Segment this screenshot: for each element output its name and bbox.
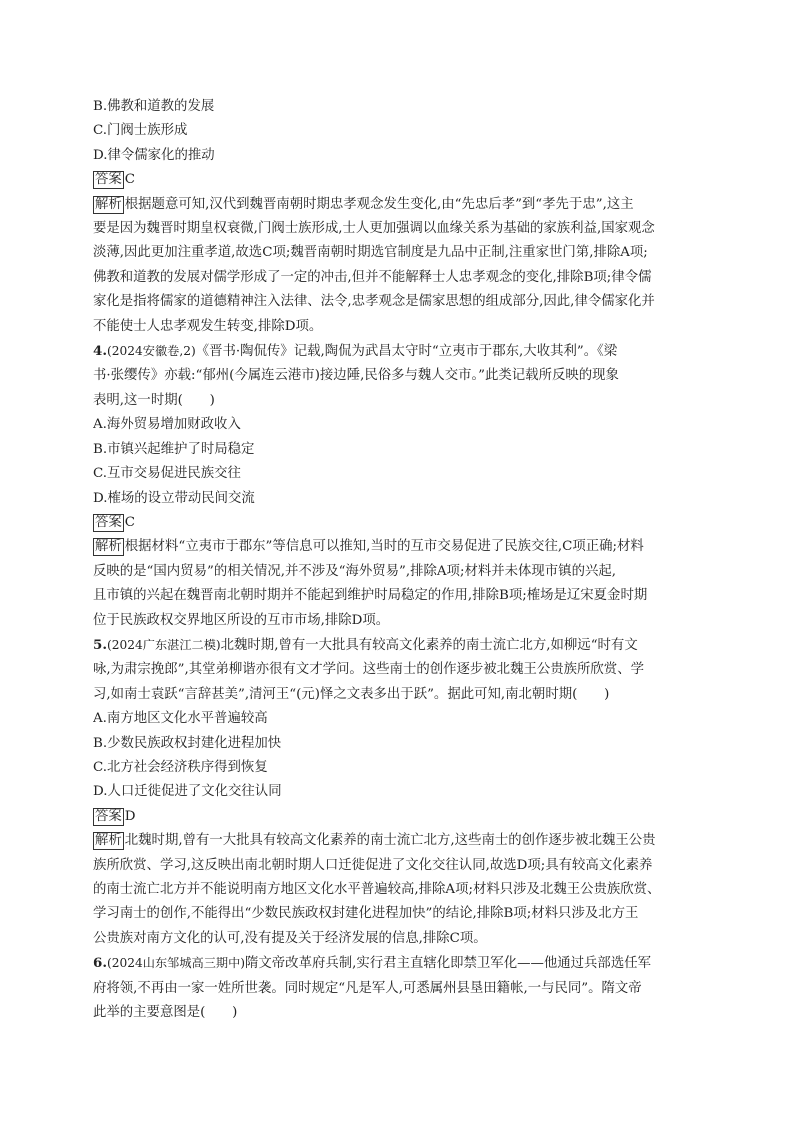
option-line [93, 413, 711, 437]
line-text: C.互市交易促进民族交往 [93, 466, 241, 482]
answer-line [93, 168, 711, 192]
line-text: 家化是指将儒家的道德精神注入法律、法令,忠孝观念是儒家思想的组成部分,因此,律令儒家化并 [93, 294, 655, 310]
option-line [93, 732, 711, 756]
text-line [93, 609, 711, 633]
explanation-tag: 解析 [95, 196, 122, 212]
question-line [93, 633, 711, 658]
answer-tag: 答案 [95, 514, 122, 530]
line-text: C [124, 514, 136, 530]
line-text: B.少数民族政权封建化进程加快 [93, 735, 282, 751]
line-text: 学习南士的创作,不能得出“少数民族政权封建化进程加快”的结论,排除B项;材料只涉及北方王 [93, 906, 639, 922]
question-line [93, 339, 711, 364]
line-text: A.南方地区文化水平普遍较高 [93, 711, 268, 727]
line-text: D [124, 808, 136, 824]
question-source: (2024安徽卷,2) [106, 344, 196, 359]
text-line [93, 290, 711, 314]
line-text: D.律令儒家化的推动 [93, 147, 215, 163]
line-text: 北魏时期,曾有一大批具有较高文化素养的南士流亡北方,如柳远“时有文 [220, 637, 638, 653]
explanation-line [93, 193, 711, 217]
line-text: 反映的是“国内贸易”的相关情况,并不涉及“海外贸易”,排除A项;材料并未体现市镇的兴起, [93, 563, 617, 579]
line-text: 佛教和道教的发展对儒学形成了一定的冲击,但并不能解释士人忠孝观念的变化,排除B项;律令儒 [93, 269, 652, 285]
text-line [93, 683, 711, 707]
text-line [93, 878, 711, 902]
line-text: 此举的主要意图是( ) [93, 1005, 238, 1021]
text-line [93, 266, 711, 290]
line-text: C [124, 172, 136, 188]
text-line [93, 584, 711, 608]
option-line [93, 144, 711, 168]
line-text: 习,如南士袁跃“言辞甚美”,清河王“(元)怿之文表多出于跃”。据此可知,南北朝时期( ) [93, 686, 610, 702]
question-content [93, 95, 711, 1025]
question-number: 5. [93, 636, 107, 653]
text-line [93, 658, 711, 682]
explanation-tag: 解析 [95, 539, 122, 555]
text-line [93, 902, 711, 926]
line-text: 根据材料“立夷市于郡东”等信息可以推知,当时的互市交易促进了民族交往,C项正确;材料 [124, 539, 644, 555]
line-text: 淡薄,因此更加注重孝道,故选C项;魏晋南朝时期选官制度是九品中正制,注重家世门第,排除A项; [93, 245, 648, 261]
line-text: 表明,这一时期( ) [93, 392, 215, 408]
text-line [93, 364, 711, 388]
line-text: D.榷场的设立带动民间交流 [93, 490, 255, 506]
answer-line [93, 511, 711, 535]
line-text: 北魏时期,曾有一大批具有较高文化素养的南士流亡北方,这些南士的创作逐步被北魏王公贵 [124, 833, 656, 849]
question-line [93, 951, 711, 976]
line-text: 隋文帝改革府兵制,实行君主直辖化即禁卫军化——他通过兵部选任军 [245, 956, 651, 972]
line-text: 《晋书·陶侃传》记载,陶侃为武昌太守时“立夷市于郡东,大收其利”。《梁 [195, 344, 618, 360]
line-text: C.门阀士族形成 [93, 123, 188, 139]
option-line [93, 438, 711, 462]
option-line [93, 487, 711, 511]
explanation-line [93, 535, 711, 559]
text-line [93, 927, 711, 951]
line-text: 根据题意可知,汉代到魏晋南朝时期忠孝观念发生变化,由“先忠后孝”到“孝先于忠”,这主 [124, 196, 634, 212]
line-text: 族所欣赏、学习,这反映出南北朝时期人口迁徙促进了文化交往认同,故选D项;具有较高文化素养 [93, 857, 653, 873]
text-line [93, 315, 711, 339]
line-text: 公贵族对南方文化的认可,没有提及关于经济发展的信息,排除C项。 [93, 930, 487, 946]
question-source: (2024山东邹城高三期中) [106, 956, 246, 971]
text-line [93, 241, 711, 265]
line-text: B.佛教和道教的发展 [93, 99, 215, 114]
line-text: D.人口迁徙促进了文化交往认同 [93, 784, 282, 800]
question-number: 4. [93, 343, 107, 360]
option-line [93, 756, 711, 780]
line-text: 的南士流亡北方并不能说明南方地区文化水平普遍较高,排除A项;材料只涉及北魏王公贵族欣赏、 [93, 882, 661, 897]
line-text: B.市镇兴起维护了时局稳定 [93, 441, 255, 457]
text-line [93, 977, 711, 1001]
option-line [93, 95, 711, 119]
explanation-line [93, 829, 711, 853]
line-text: 府将领,不再由一家一姓所世袭。同时规定“凡是军人,可悉属州县垦田籍帐,一与民同”。隋文帝 [93, 980, 642, 996]
text-line [93, 1001, 711, 1025]
option-line [93, 707, 711, 731]
text-line [93, 560, 711, 584]
option-line [93, 780, 711, 804]
line-text: 书·张缨传》亦载:“郁州(今属连云港市)接边陲,民俗多与魏人交市。”此类记载所反映的现象 [93, 368, 619, 384]
answer-line [93, 805, 711, 829]
line-text: 咏,为肃宗挽郎”,其堂弟柳谐亦很有文才学问。这些南士的创作逐步被北魏王公贵族所欣赏、学 [93, 662, 644, 678]
line-text: C.北方社会经济秩序得到恢复 [93, 759, 268, 775]
answer-tag: 答案 [95, 172, 122, 188]
option-line [93, 119, 711, 143]
question-number: 6. [93, 955, 107, 972]
text-line [93, 217, 711, 241]
line-text: 不能使士人忠孝观发生转变,排除D项。 [93, 318, 323, 334]
line-text: 且市镇的兴起在魏晋南北朝时期并不能起到维护时局稳定的作用,排除B项;榷场是辽宋夏金时期 [93, 588, 648, 604]
explanation-tag: 解析 [95, 833, 122, 849]
line-text: A.海外贸易增加财政收入 [93, 417, 241, 433]
text-line [93, 389, 711, 413]
line-text: 要是因为魏晋时期皇权衰微,门阀士族形成,士人更加强调以血缘关系为基础的家族利益,国家观念 [93, 221, 655, 237]
line-text: 位于民族政权交界地区所设的互市市场,排除D项。 [93, 612, 390, 628]
option-line [93, 462, 711, 486]
question-source: (2024广东湛江二模) [106, 637, 221, 652]
text-line [93, 854, 711, 878]
answer-tag: 答案 [95, 808, 122, 824]
